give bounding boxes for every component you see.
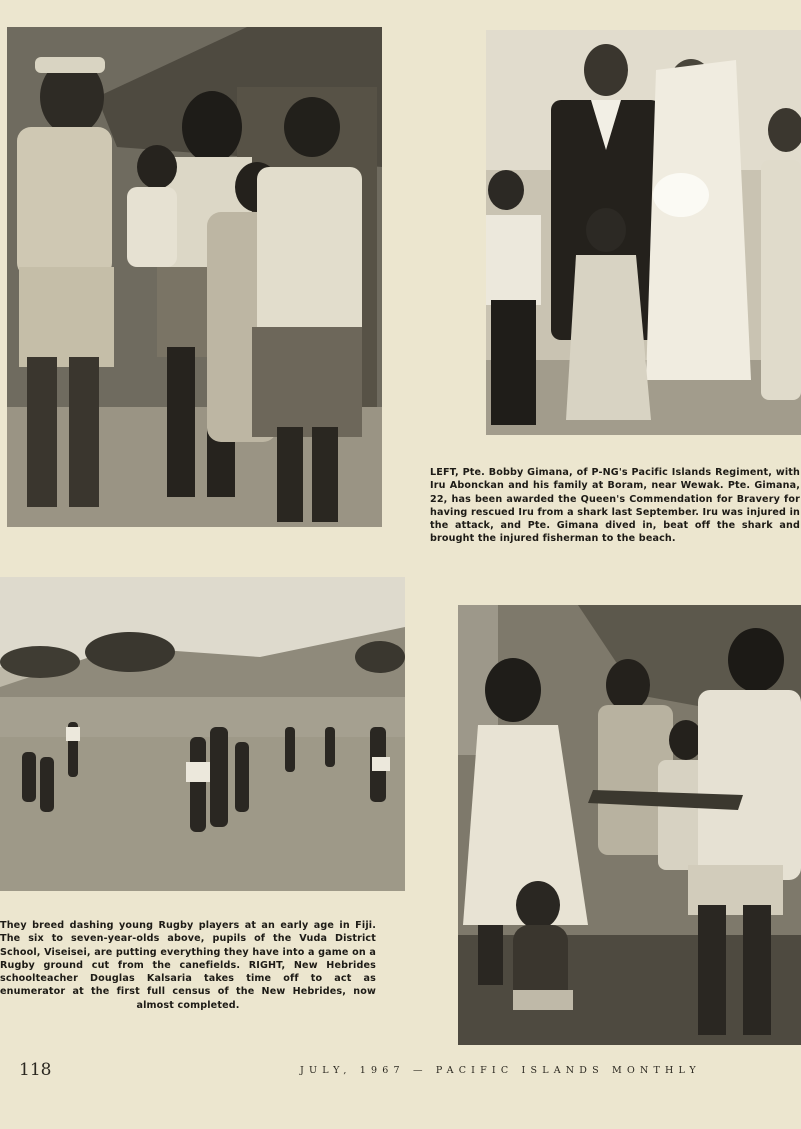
caption-soldier-commendation: LEFT, Pte. Bobby Gimana, of P-NG's Pacific Islands Regiment, with Iru Abonckan and his family at Boram, near Wewak. Pte. Gimana, 22, has been awarded the Queen's Commendation for Bravery for having rescued Iru from a shark last September. Iru was injured in the attack, and Pte. Gimana dived in, beat off the shark and brought the injured fisherman to the beach. xyxy=(430,467,800,545)
page-footer xyxy=(0,1058,801,1088)
caption-rugby-census: They breed dashing young Rugby players at an early age in Fiji. The six to seven-year-olds above, pupils of the Vuda District School, Viseisei, are putting everything they have into a game on a Rugby ground cut from the canefields. RIGHT, New Hebrides schoolteacher Douglas Kalsaria takes time off to act as enumerator at the first full census of the New Hebrides, now almost completed. xyxy=(0,920,376,1011)
running-head: JULY, 1967 — PACIFIC ISLANDS MONTHLY xyxy=(300,1065,701,1076)
page-number: 118 xyxy=(19,1060,52,1080)
photo-census-enumerator xyxy=(458,605,801,1045)
photo-wedding xyxy=(486,30,801,435)
photo-soldier-with-family xyxy=(7,27,382,527)
photo-rugby-children xyxy=(0,577,405,891)
